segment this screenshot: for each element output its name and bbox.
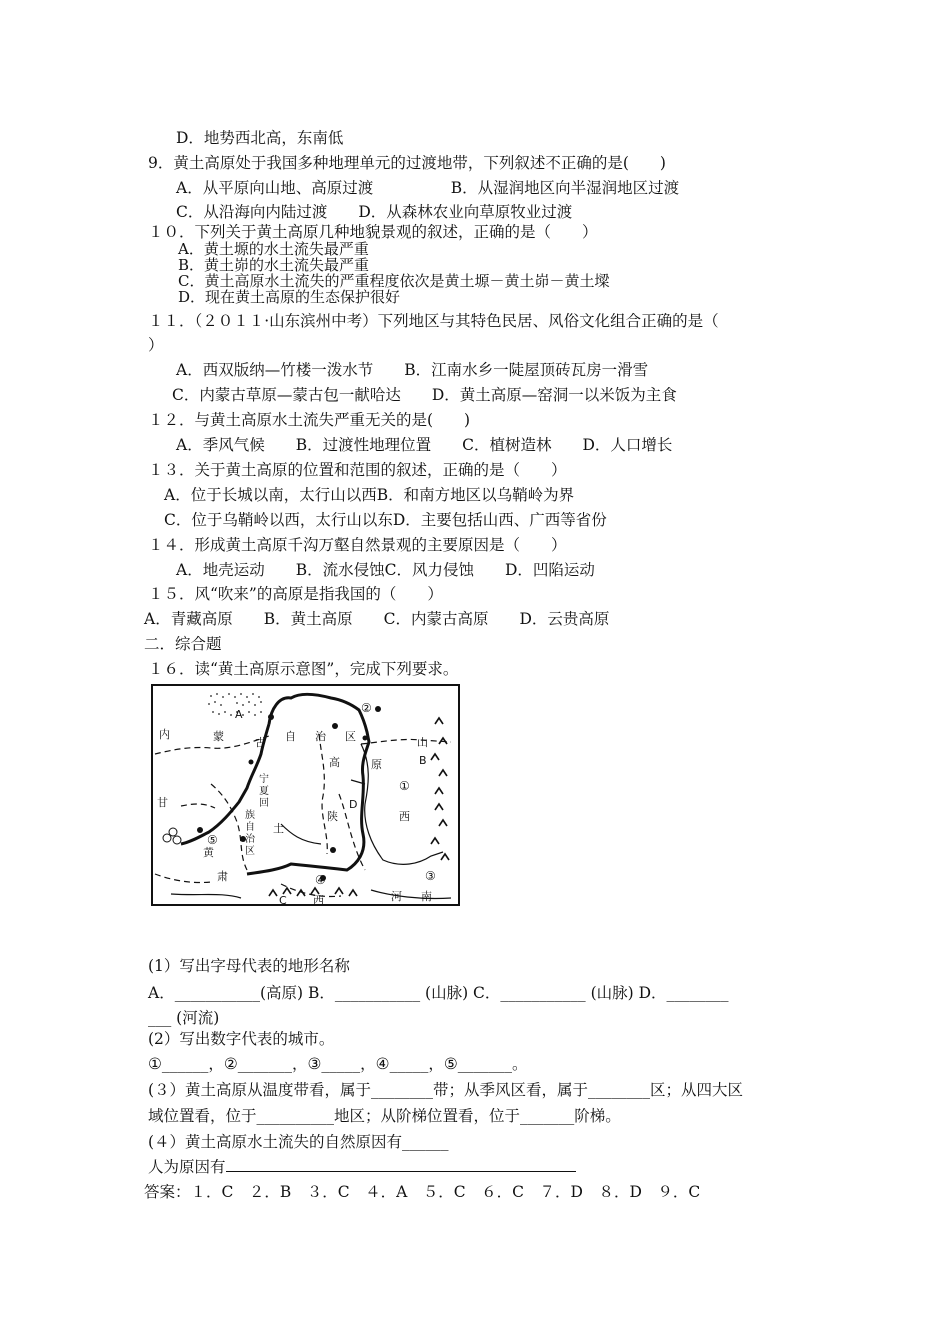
question-11: １１．（２０１１·山东滨州中考）下列地区与其特色民居、风俗文化组合正确的是（ (148, 312, 719, 330)
question-16: １６．读“黄土高原示意图”，完成下列要求。 (148, 660, 459, 678)
label-zi2: 自 (245, 822, 255, 833)
label-3: ③ (425, 869, 436, 883)
question-11-end: ） (148, 336, 164, 354)
label-xia: 夏 (259, 786, 269, 797)
sub-question-3-line-2: 域位置看，位于__________地区；从阶梯位置看，位于_______阶梯。 (148, 1107, 621, 1125)
label-qu2: 区 (245, 846, 255, 857)
label-meng: 蒙 (213, 730, 224, 743)
question-9: 9．黄土高原处于我国多种地理单元的过渡地带，下列叙述不正确的是( ) (148, 154, 666, 172)
question-10: １０．下列关于黄土高原几种地貌景观的叙述，正确的是（ ） (148, 223, 598, 241)
label-hui: 回 (259, 798, 269, 809)
label-gao: 高 (329, 756, 340, 769)
sub-question-4-human-causes (148, 1157, 576, 1177)
label-zi: 自 (285, 730, 296, 743)
label-shan: 山 (417, 736, 428, 749)
loess-plateau-map (151, 684, 460, 906)
section-2-heading: 二．综合题 (144, 635, 222, 653)
label-1: ① (399, 779, 410, 793)
label-zhi2: 治 (245, 834, 255, 845)
q14-options: A．地壳运动 B．流水侵蚀C．风力侵蚀 D．凹陷运动 (176, 561, 595, 579)
label-huang: 黄 (203, 846, 214, 859)
label-zhi: 治 (315, 730, 326, 743)
sub-question-1-answer-line: A．___________(高原) B．___________ (山脉) C．___________ (山脉) D．________ (148, 984, 729, 1002)
sub-question-2: (2）写出数字代表的城市。 (148, 1030, 335, 1048)
q10-option-c: C．黄土高原水土流失的严重程度依次是黄土塬－黄土峁－黄土墚 (178, 272, 610, 290)
answer-blank (226, 1157, 296, 1172)
label-gan: 甘 (157, 796, 168, 809)
label-nei: 内 (159, 728, 170, 741)
label-D: D (349, 798, 358, 811)
label-B: B (419, 754, 427, 767)
question-13: １３．关于黄土高原的位置和范围的叙述，正确的是（ ） (148, 461, 567, 479)
q9-options-ab: A．从平原向山地、高原过渡 B．从湿润地区向半湿润地区过渡 (176, 179, 680, 197)
sub-question-2-answer-line: ①______，②_______，③_____，④_____，⑤_______。 (148, 1055, 528, 1073)
q10-option-b: B．黄土峁的水土流失最严重 (178, 256, 370, 274)
map-frame (152, 685, 459, 905)
sub-question-1-answer-line-2: ___ (河流) (148, 1009, 220, 1027)
sub-question-1: (1）写出字母代表的地形名称 (148, 957, 350, 975)
q9-options-cd: C．从沿海向内陆过渡 D．从森林农业向草原牧业过渡 (176, 203, 573, 221)
q8-option-d: D．地势西北高，东南低 (176, 129, 344, 147)
q11-options-ab: A．西双版纳—竹楼一泼水节 B．江南水乡一陡屋顶砖瓦房一滑雪 (176, 361, 649, 379)
answer-key: 答案：１．C ２．B ３．C ４．A ５．C ６．C ７．D ８．D ９．C (144, 1183, 701, 1201)
label-su: 肃 (217, 870, 228, 883)
label-tu: 土 (273, 822, 284, 835)
label-2: ② (361, 701, 372, 715)
human-causes-label: 人为原因有 (148, 1158, 226, 1176)
q12-options: A．季风气候 B．过渡性地理位置 C．植树造林 D．人口增长 (176, 436, 673, 454)
question-12: １２．与黄土高原水土流失严重无关的是( ) (148, 411, 471, 429)
question-15: １５．风“吹来”的高原是指我国的（ ） (148, 585, 443, 603)
label-xi1: 西 (399, 810, 410, 823)
q15-options: A．青藏高原 B．黄土高原 C．内蒙古高原 D．云贵高原 (144, 610, 610, 628)
q13-options-ab: A．位于长城以南，太行山以西B．和南方地区以乌鞘岭为界 (164, 486, 575, 504)
label-zu: 族 (245, 810, 255, 821)
label-xi2: 西 (313, 894, 324, 906)
label-yuan: 原 (371, 758, 382, 771)
label-gu: 古 (255, 736, 266, 749)
q13-options-cd: C．位于乌鞘岭以西，太行山以东D．主要包括山西、广西等省份 (164, 511, 607, 529)
label-4: ④ (315, 873, 326, 887)
label-he: 河 (391, 890, 402, 903)
label-shaan: 陕 (327, 810, 338, 823)
q11-options-cd: C．内蒙古草原—蒙古包一献哈达 D．黄土高原—窑洞一以米饭为主食 (172, 386, 677, 404)
label-5: ⑤ (207, 833, 218, 847)
label-C: C (279, 894, 287, 906)
sub-question-3-line-1: (３）黄土高原从温度带看，属于________带；从季风区看，属于________区；从四大区 (148, 1081, 744, 1099)
label-nan: 南 (421, 890, 432, 903)
sub-question-4: (４）黄土高原水土流失的自然原因有______ (148, 1133, 449, 1151)
question-14: １４．形成黄土高原千沟万壑自然景观的主要原因是（ ） (148, 536, 567, 554)
label-ning: 宁 (259, 774, 269, 785)
q10-option-a: A．黄土塬的水土流失最严重 (178, 240, 369, 258)
label-qu: 区 (345, 730, 356, 743)
label-A: A (235, 708, 243, 721)
q10-option-d: D．现在黄土高原的生态保护很好 (178, 288, 401, 306)
answer-blank (296, 1157, 576, 1172)
